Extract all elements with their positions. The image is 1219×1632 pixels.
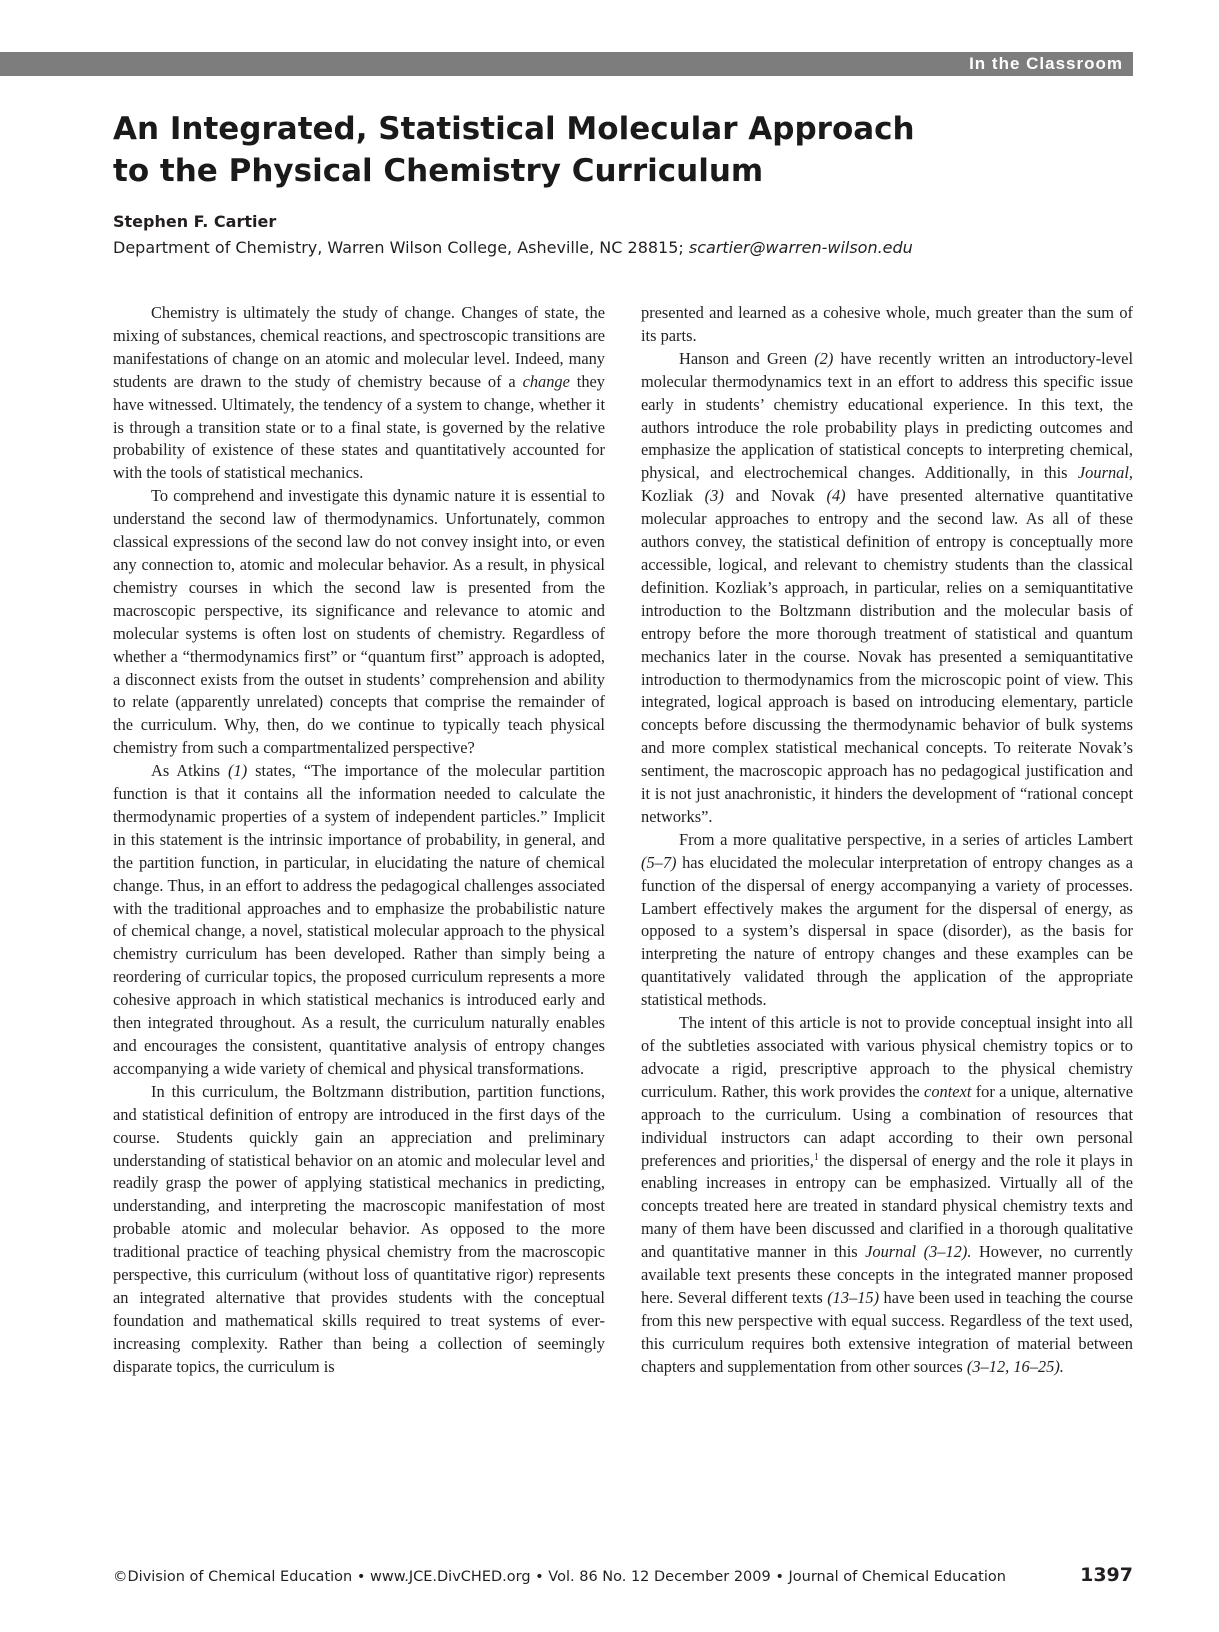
citation: (5–7) (641, 852, 677, 872)
author-affiliation (113, 237, 1113, 259)
author-email: scartier@warren-wilson.edu (688, 238, 913, 257)
article-title (113, 108, 1013, 192)
paragraph: From a more qualitative perspective, in a series of articles Lambert (5–7) has elucidated the molecular interpretation of entropy changes as a function of the dispersal of energy accompanying a variety of processes. Lambert effectively makes the argument for the dispersal of energy, as opposed to a system’s dispersal in space (disorder), as the basis for interpreting the nature of entropy changes and these examples can be quantitatively validated through the application of the appropriate statistical methods. (641, 829, 1133, 1010)
left-column (113, 302, 605, 1379)
paragraph: As Atkins (1) states, “The importance of the molecular partition function is that it contains all the information needed to calculate the thermodynamic properties of a system of independent particles.” Implicit in this statement is the intrinsic importance of probability, in general, and the partition function, in particular, in elucidating the nature of chemical change. Thus, in an effort to address the pedagogical challenges associated with the traditional approaches and to emphasize the probabilistic nature of chemical change, a novel, statistical molecular approach to the physical chemistry curriculum has been developed. Rather than simply being a reordering of curricular topics, the proposed curriculum represents a more cohesive approach in which statistical mechanics is introduced early and then integrated throughout. As a result, the curriculum naturally enables and encourages the consistent, quantitative analysis of entropy changes accompanying a wide variety of chemical and physical transformations. (113, 761, 605, 1078)
paragraph: Hanson and Green (2) have recently written an introductory-level molecular thermodynamics text in an effort to address this specific issue early in students’ chemistry educational experience. In this text, the authors introduce the role probability plays in predicting outcomes and emphasize the application of statistical concepts to interpreting chemical, physical, and electrochemical changes. Additionally, in this Journal, Kozliak (3) and Novak (4) have presented alternative quantitative molecular approaches to entropy and the second law. As all of these authors convey, the statistical definition of entropy is conceptually more accessible, logical, and relevant to chemistry students than the classical definition. Kozliak’s approach, in particular, relies on a semiquantitative introduction to the Boltzmann distribution and the molecular basis of entropy before the more thorough treatment of statistical and quantum mechanics later in the course. Novak has presented a semiquantitative introduction to thermodynamics from the microscopic point of view. This integrated, logical approach is based on introducing elementary, particle concepts before discussing the thermodynamic behavior of bulk systems and more complex statistical mechanical concepts. To reiterate Novak’s sentiment, the macroscopic approach has no pedagogical justification and it is not just anachronistic, it hinders the development of “rational concept networks”. (641, 348, 1134, 826)
page-number: 1397 (1080, 1564, 1133, 1586)
paragraph: presented and learned as a cohesive whole, much greater than the sum of its parts. (641, 303, 1133, 345)
section-label: In the Classroom (969, 54, 1123, 73)
right-column (641, 302, 1133, 1379)
author-name: Stephen F. Cartier (113, 212, 277, 231)
journal-name: Journal (865, 1242, 917, 1262)
page-footer: ©Division of Chemical Education • www.JCE.DivCHED.org • Vol. 86 No. 12 December 2009 • Journal of Chemical Education (113, 1569, 1006, 1585)
paragraph: Chemistry is ultimately the study of change. Changes of state, the mixing of substances, chemical reactions, and spectroscopic transitions are manifestations of change on an atomic and molecular level. Indeed, many students are drawn to the study of chemistry because of a change they have witnessed. Ultimately, the tendency of a system to change, whether it is through a transition state or to a final state, is governed by the relative probability of existence of these states and quantitatively accounted for with the tools of statistical mechanics. (113, 303, 605, 483)
citation: (1) (228, 761, 248, 781)
section-header-bar (0, 52, 1133, 76)
citation: (2) (814, 348, 834, 368)
paragraph: The intent of this article is not to provide conceptual insight into all of the subtleties associated with various physical chemistry topics or to advocate a rigid, prescriptive approach to the physical chemistry curriculum. Rather, this work provides the context for a unique, alternative approach to the curriculum. Using a combination of resources that individual instructors can adapt according to their own personal preferences and priorities,$^1$ the dispersal of energy and the role it plays in enabling increases in entropy can be emphasized. Virtually all of the concepts treated here are treated in standard physical chemistry texts and many of them have been discussed and clarified in a thorough qualitative and quantitative manner in this Journal (3–12). However, no currently available text presents these concepts in the integrated manner proposed here. Several different texts (13–15) have been used in teaching the course from this new perspective with equal success. Regardless of the text used, this curriculum requires both extensive integration of material between chapters and supplementation from other sources (3–12, 16–25). (641, 1013, 1134, 1376)
paragraph: To comprehend and investigate this dynamic nature it is essential to understand the second law of thermodynamics. Unfortunately, common classical expressions of the second law do not convey insight into, or even any connection to, atomic and molecular behavior. As a result, in physical chemistry courses in which the second law is presented from the macroscopic perspective, its significance and relevance to atomic and molecular systems is often lost on students of chemistry. Regardless of whether a “thermodynamics first” or “quantum first” approach is adopted, a disconnect exists from the outset in students’ comprehension and ability to relate (apparently unrelated) concepts that comprise the remainder of the curriculum. Why, then, do we continue to typically teach physical chemistry from such a compartmentalized perspective? (113, 486, 605, 758)
journal-name: Journal, (1077, 463, 1133, 483)
citation: (3–12). (923, 1242, 972, 1262)
citation: (3–12, 16–25). (966, 1356, 1064, 1376)
title-line-1: An Integrated, Statistical Molecular Approach (113, 111, 915, 147)
paragraph: In this curriculum, the Boltzmann distribution, partition functions, and statistical definition of entropy are introduced in the first days of the course. Students quickly gain an appreciation and preliminary understanding of statistical behavior on an atomic and molecular level and readily grasp the power of applying statistical mechanics in predicting, understanding, and interpreting the macroscopic manifestation of most probable atomic and molecular behavior. As opposed to the more traditional practice of teaching physical chemistry from the macroscopic perspective, this curriculum (without loss of quantitative rigor) represents an integrated alternative that provides students with the conceptual foundation and mathematical skills required to treat systems of ever-increasing complexity. Rather than being a collection of seemingly disparate topics, the curriculum is (113, 1081, 605, 1376)
title-line-2: to the Physical Chemistry Curriculum (113, 153, 764, 189)
citation: (4) (826, 486, 846, 506)
footnote-marker: 1 (813, 1151, 819, 1163)
citation: (13–15) (827, 1287, 880, 1307)
citation: (3) (704, 486, 724, 506)
affiliation-text: Department of Chemistry, Warren Wilson College, Asheville, NC 28815; (113, 238, 689, 257)
